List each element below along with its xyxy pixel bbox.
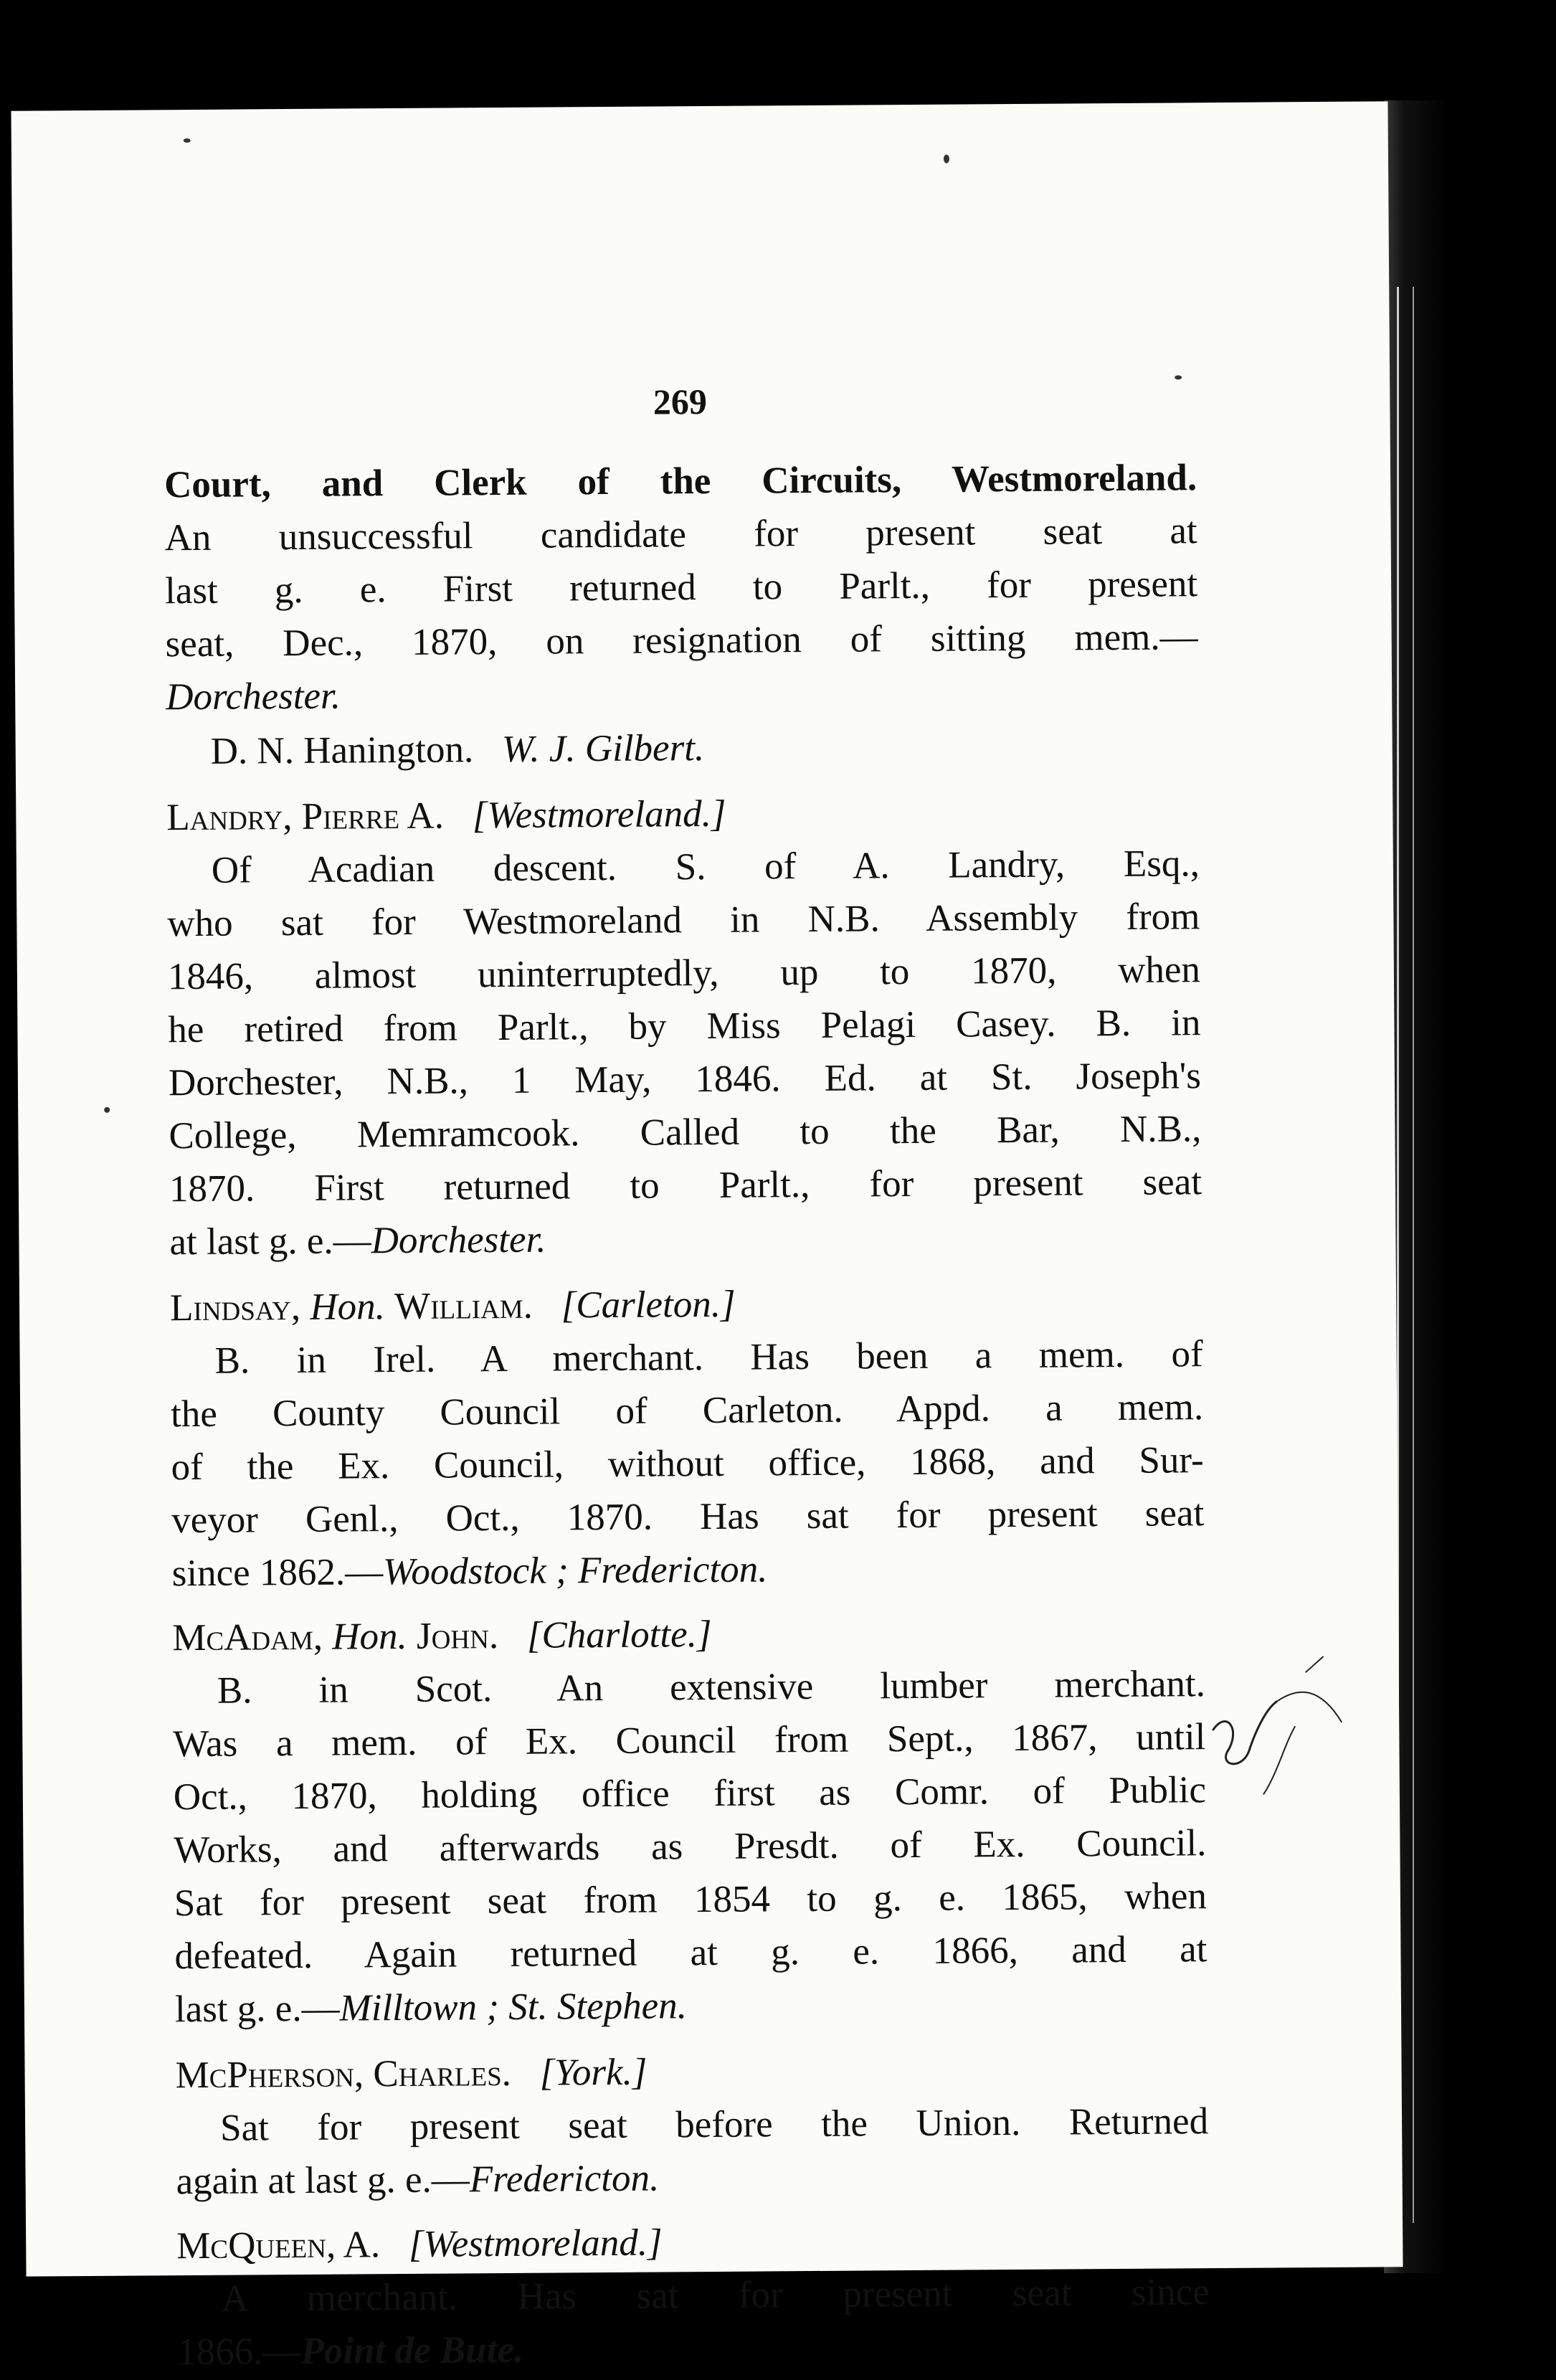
member-given-name: William. xyxy=(394,1284,533,1328)
entry-heading xyxy=(176,2212,1209,2273)
text-line: last g. e. First returned to Parlt., for present xyxy=(164,563,1198,612)
text-line: An unsuccessful candidate for present seat at xyxy=(164,510,1197,559)
text-line: Court, and Clerk of the Circuits, Westmoreland. xyxy=(163,457,1197,506)
text-line: veyor Genl., Oct., 1870. Has sat for present seat xyxy=(171,1492,1205,1542)
place-name: Dorchester. xyxy=(371,1218,546,1262)
paper-fleck xyxy=(184,138,191,143)
riding: [Westmoreland.] xyxy=(472,792,726,837)
riding: [York.] xyxy=(539,2051,647,2094)
page-number: 269 xyxy=(653,381,708,422)
text-run: again at last g. e.— xyxy=(176,2158,470,2203)
text-line xyxy=(166,663,1198,724)
place-name: Milltown ; St. Stephen. xyxy=(339,1985,688,2029)
text-line xyxy=(176,2148,1208,2209)
signature-line xyxy=(166,718,1198,779)
text-line xyxy=(177,2318,1210,2379)
paper-fleck xyxy=(944,155,949,163)
place-name: Fredericton. xyxy=(469,2157,660,2201)
text-line: Sat for present seat from 1854 to g. e. 1865, when xyxy=(174,1875,1208,1925)
text-line: College, Memramcook. Called to the Bar, N.B., xyxy=(169,1108,1202,1157)
member-name: McQueen, A. xyxy=(176,2224,381,2267)
text-line: Works, and afterwards as Presdt. of Ex. Council. xyxy=(174,1822,1207,1872)
entry-heading xyxy=(175,2042,1208,2102)
text-run: 1866.— xyxy=(177,2330,301,2374)
text-run: at last g. e.— xyxy=(169,1220,371,1264)
place-name: Dorchester. xyxy=(165,675,341,719)
member-title: Hon. xyxy=(332,1615,408,1658)
riding: [Carleton.] xyxy=(561,1283,736,1327)
spine-edge xyxy=(1413,287,1414,2223)
entry-heading xyxy=(172,1604,1205,1665)
riding: [Charlotte.] xyxy=(526,1613,712,1656)
member-given-name: John. xyxy=(416,1615,499,1657)
text-line: he retired from Parlt., by Miss Pelagi Casey. B. in xyxy=(168,1002,1201,1051)
text-line xyxy=(171,1540,1204,1601)
text-line: 1846, almost uninterruptedly, up to 1870, when xyxy=(167,949,1201,998)
text-line: the County Council of Carleton. Appd. a mem. xyxy=(170,1386,1204,1436)
text-line: who sat for Westmoreland in N.B. Assembly from xyxy=(167,896,1200,945)
member-name: Lindsay, xyxy=(169,1286,301,1329)
pencil-mark xyxy=(1197,1644,1371,1831)
place-name: Woodstock ; Fredericton. xyxy=(382,1548,768,1593)
text-line: defeated. Again returned at g. e. 1866, and at xyxy=(174,1928,1208,1978)
member-name: McAdam, xyxy=(172,1616,323,1659)
text-line: of the Ex. Council, without office, 1868, and Sur- xyxy=(171,1439,1204,1489)
text-line: Was a mem. of Ex. Council from Sept., 1867, until xyxy=(173,1716,1206,1765)
text-line: B. in Irel. A merchant. Has been a mem. of xyxy=(214,1333,1203,1382)
text-line xyxy=(175,1976,1208,2037)
text-line: Oct., 1870, holding office first as Comr. of Public xyxy=(173,1769,1207,1819)
signature-name-italic: W. J. Gilbert. xyxy=(501,727,705,770)
text-line: B. in Scot. An extensive lumber merchant. xyxy=(217,1663,1206,1712)
text-line: Sat for present seat before the Union. Returned xyxy=(219,2100,1209,2149)
member-name: Landry, Pierre A. xyxy=(166,795,445,839)
text-line: 1870. First returned to Parlt., for present seat xyxy=(169,1161,1202,1210)
text-line: Of Acadian descent. S. of A. Landry, Esq., xyxy=(211,843,1200,891)
member-name: McPherson, Charles. xyxy=(175,2052,512,2097)
riding: [Westmoreland.] xyxy=(408,2222,663,2265)
entry-heading xyxy=(166,784,1199,845)
book-page xyxy=(11,101,1403,2374)
text-line: Dorchester, N.B., 1 May, 1846. Ed. at St. Joseph's xyxy=(168,1055,1202,1104)
paper-fleck xyxy=(104,1107,110,1113)
text-line xyxy=(169,1208,1202,1269)
place-name: Point de Bute. xyxy=(300,2328,524,2372)
text-line: seat, Dec., 1870, on resignation of sitting mem.— xyxy=(165,616,1198,665)
page-text xyxy=(161,103,1210,2374)
entry-heading xyxy=(170,1274,1202,1335)
text-run: since 1862.— xyxy=(171,1551,384,1595)
text-line: A merchant. Has sat for present seat since xyxy=(221,2271,1210,2320)
member-title: Hon. xyxy=(310,1286,386,1328)
signature-name: D. N. Hanington. xyxy=(210,729,474,772)
text-run: last g. e.— xyxy=(174,1987,340,2031)
